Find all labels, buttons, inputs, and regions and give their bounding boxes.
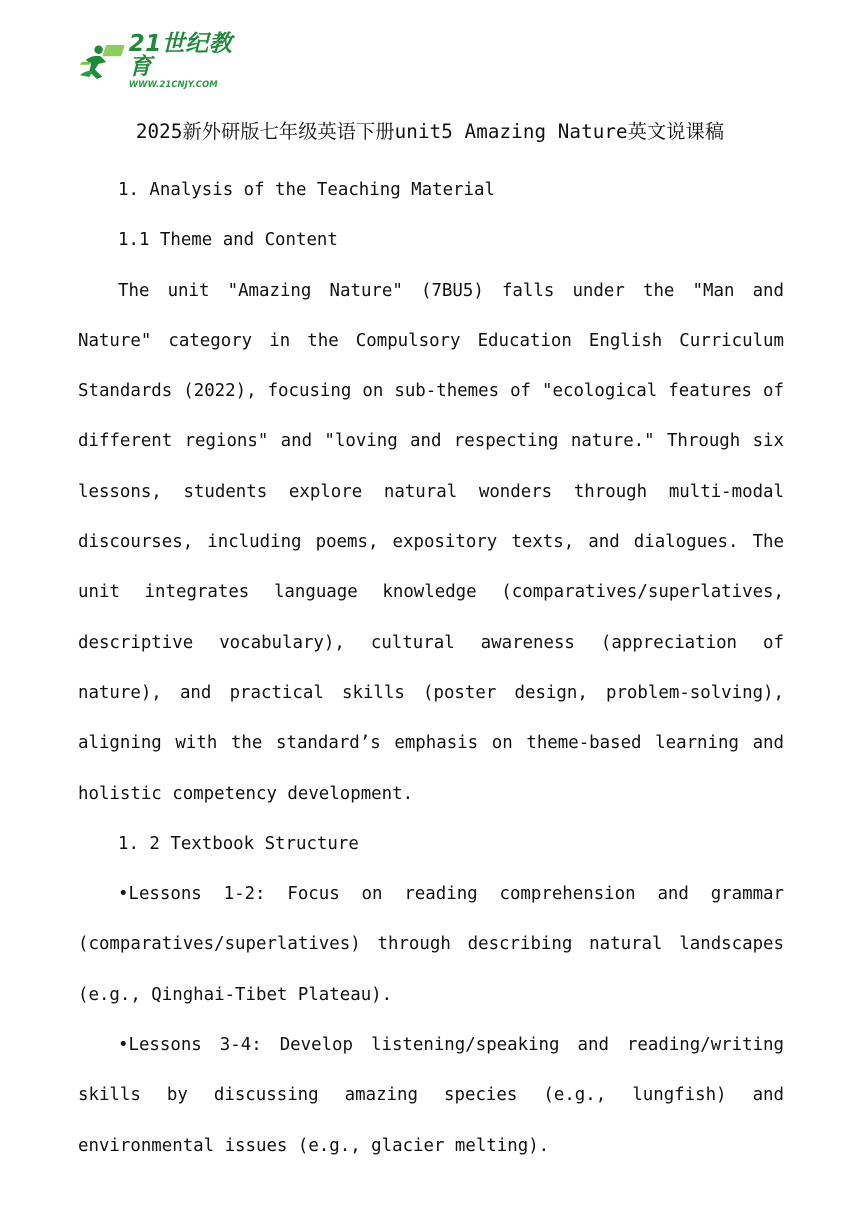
body-paragraph: The unit "Amazing Nature" (7BU5) falls under the "Man and Nature" category in the Compulsory Education English Curriculum Standards (2022), focusing on sub-themes of "ecological features of different regions" and "loving and respecting nature." Through six lessons, students explore natural wonders through multi-modal discourses, including poems, expository texts, and dialogues. The unit integrates language knowledge (comparatives/superlatives, descriptive vocabulary), cultural awareness (appreciation of nature), and practical skills (poster design, problem-solving), aligning with the standard’s emphasis on theme-based learning and holistic competency development.	[78, 280, 784, 804]
runner-logo-icon	[78, 40, 127, 82]
section-heading: 1. Analysis of the Teaching Material	[118, 180, 495, 200]
logo-url-text: WWW.21CNJY.COM	[128, 79, 218, 90]
site-logo	[78, 30, 248, 90]
logo-brand-text: 21世纪教育	[128, 30, 233, 80]
document-body	[78, 165, 784, 1171]
bullet-paragraph: •Lessons 1-2: Focus on reading comprehension and grammar (comparatives/superlatives) through describing natural landscapes (e.g., Qinghai-Tibet Plateau).	[78, 884, 784, 1005]
subsection-heading: 1.1 Theme and Content	[118, 230, 338, 251]
document-title: 2025新外研版七年级英语下册unit5 Amazing Nature英文说课稿	[135, 120, 725, 143]
subsection-heading: 1. 2 Textbook Structure	[118, 833, 359, 854]
bullet-paragraph: •Lessons 3-4: Develop listening/speaking and reading/writing skills by discussing amazing species (e.g., lungfish) and environmental issues (e.g., glacier melting).	[78, 1035, 784, 1156]
